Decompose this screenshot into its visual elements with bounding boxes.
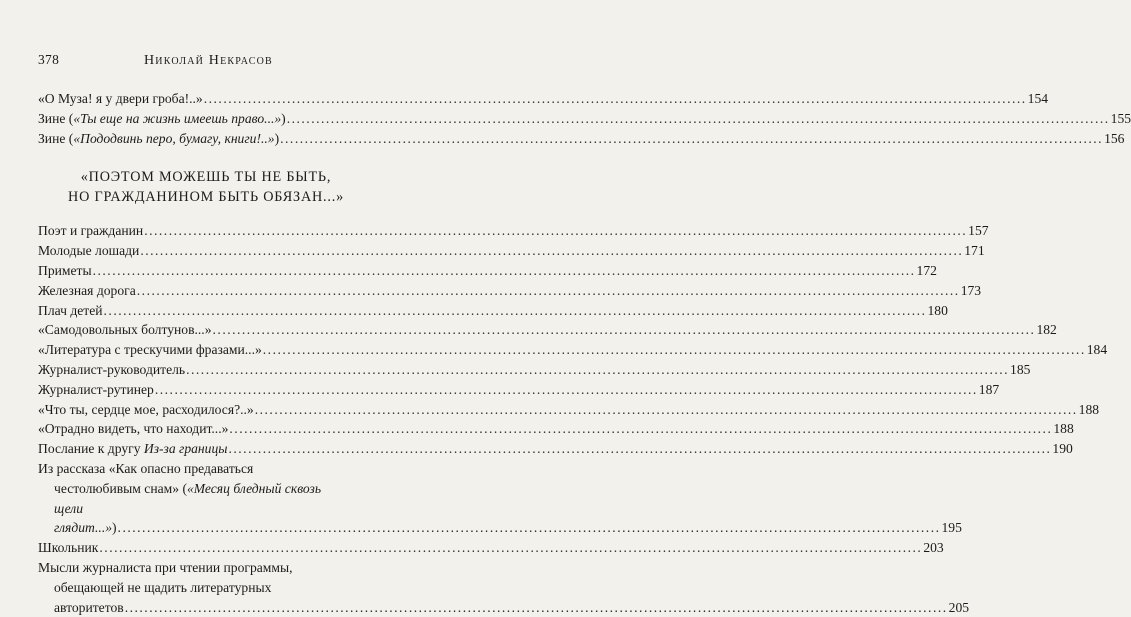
dot-leader xyxy=(263,340,1086,360)
toc-entry[interactable] xyxy=(38,221,989,241)
toc-entry[interactable] xyxy=(38,439,1073,459)
dot-leader xyxy=(287,109,1110,129)
toc-entry-line: Из рассказа «Как опасно предаваться xyxy=(38,460,254,476)
toc-entry-page: 184 xyxy=(1086,342,1108,358)
toc-entry-title: Зине («Ты еще на жизнь имеешь право...») xyxy=(38,110,286,126)
toc-entry[interactable] xyxy=(38,241,985,261)
toc-entry[interactable] xyxy=(38,109,1131,129)
toc-entry-line: Мысли журналиста при чтении программы, xyxy=(38,559,293,575)
toc-entry-title: Журналист-руководитель xyxy=(38,361,186,377)
toc-entry-page: 157 xyxy=(968,223,989,239)
running-head: Николай Некрасов xyxy=(144,53,273,68)
toc-entry-multiline[interactable] xyxy=(38,558,970,617)
toc-entry-title: Плач детей xyxy=(38,302,103,318)
toc-entry[interactable] xyxy=(38,380,1000,400)
toc-entry[interactable] xyxy=(38,360,1031,380)
toc-entry-page: 205 xyxy=(948,599,970,615)
dot-leader xyxy=(104,301,927,321)
toc-entry-title: «Литература с трескучими фразами...» xyxy=(38,342,262,358)
toc-entry[interactable] xyxy=(38,320,1057,340)
page-number: 378 xyxy=(38,52,60,67)
dot-leader xyxy=(137,281,960,301)
toc-entry-page: 173 xyxy=(960,282,982,298)
toc-entry-title: «Отрадно видеть, что находит...» xyxy=(38,421,229,437)
toc-entry-title: Поэт и гражданин xyxy=(38,223,144,239)
toc-entry-line: щели глядит...») ..... 195 xyxy=(38,499,374,539)
toc-entry-line: честолюбивым снам» («Месяц бледный сквозь xyxy=(54,480,322,496)
dot-leader xyxy=(155,380,978,400)
toc-entry-page: 172 xyxy=(916,262,937,278)
toc-entry-page: 190 xyxy=(1052,441,1073,457)
toc-entry-line: авторитетов ..... 205 xyxy=(38,598,374,617)
toc-list-main xyxy=(38,221,1108,459)
toc-entry-title: Молодые лошади xyxy=(38,243,140,259)
toc-entry[interactable] xyxy=(38,400,1100,420)
toc-entry[interactable] xyxy=(38,538,944,558)
toc-entry[interactable] xyxy=(38,281,982,301)
section-heading-line: «ПОЭТОМ МОЖЕШЬ ТЫ НЕ БЫТЬ, xyxy=(80,169,332,186)
dot-leader xyxy=(255,400,1078,420)
toc-entry-title: Журналист-рутинер xyxy=(38,381,154,397)
toc-entry-title: Железная дорога xyxy=(38,282,136,298)
dot-leader xyxy=(204,89,1027,109)
toc-entry-page: 182 xyxy=(1036,322,1057,338)
toc-entry-title: «Что ты, сердце мое, расходилося?..» xyxy=(38,401,254,417)
toc-entry-title: Послание к другу Из-за границы xyxy=(38,441,228,457)
dot-leader xyxy=(228,439,1051,459)
toc-list-after xyxy=(38,538,944,558)
toc-entry[interactable] xyxy=(38,301,948,321)
toc-entry-title: Школьник xyxy=(38,540,99,556)
toc-entry-page: 154 xyxy=(1027,91,1049,106)
dot-leader xyxy=(229,419,1052,439)
toc-entry[interactable] xyxy=(38,419,1074,439)
toc-list-top xyxy=(38,89,1131,148)
toc-entry-page: 185 xyxy=(1010,361,1031,377)
toc-entry-page: 195 xyxy=(941,520,962,536)
dot-leader xyxy=(144,221,967,241)
section-heading xyxy=(38,167,374,207)
dot-leader xyxy=(118,518,941,538)
toc-entry-page: 188 xyxy=(1053,421,1074,437)
toc-entry-line: обещающей не щадить литературных xyxy=(54,579,272,595)
toc-entry-title: «О Муза! я у двери гроба!..» xyxy=(38,91,203,106)
dot-leader xyxy=(213,320,1036,340)
toc-entry-title: Зине («Пододвинь перо, бумагу, книги!..») xyxy=(38,130,280,146)
dot-leader xyxy=(186,360,1009,380)
dot-leader xyxy=(280,129,1103,149)
toc-entry-page: 155 xyxy=(1110,110,1131,126)
toc-entry-title: Приметы xyxy=(38,262,92,278)
section-heading-line: НО ГРАЖДАНИНОМ БЫТЬ ОБЯЗАН...» xyxy=(68,189,344,206)
toc-entry-page: 203 xyxy=(923,540,944,556)
toc-entry[interactable] xyxy=(38,261,937,281)
dot-leader xyxy=(99,538,922,558)
toc-entry-page: 171 xyxy=(964,243,985,259)
dot-leader xyxy=(125,598,948,617)
toc-entry-page: 156 xyxy=(1104,130,1125,146)
page-header xyxy=(38,52,374,69)
toc-entry[interactable] xyxy=(38,340,1108,360)
dot-leader xyxy=(140,241,963,261)
toc-entry[interactable] xyxy=(38,89,1049,109)
toc-entry-page: 180 xyxy=(927,302,948,318)
toc-entry-title: «Самодовольных болтунов...» xyxy=(38,322,212,338)
toc-entry[interactable] xyxy=(38,129,1125,149)
toc-entry-page: 188 xyxy=(1078,401,1100,417)
dot-leader xyxy=(93,261,916,281)
toc-entry-page: 187 xyxy=(978,381,1000,397)
toc-entry-multiline[interactable] xyxy=(38,459,962,538)
